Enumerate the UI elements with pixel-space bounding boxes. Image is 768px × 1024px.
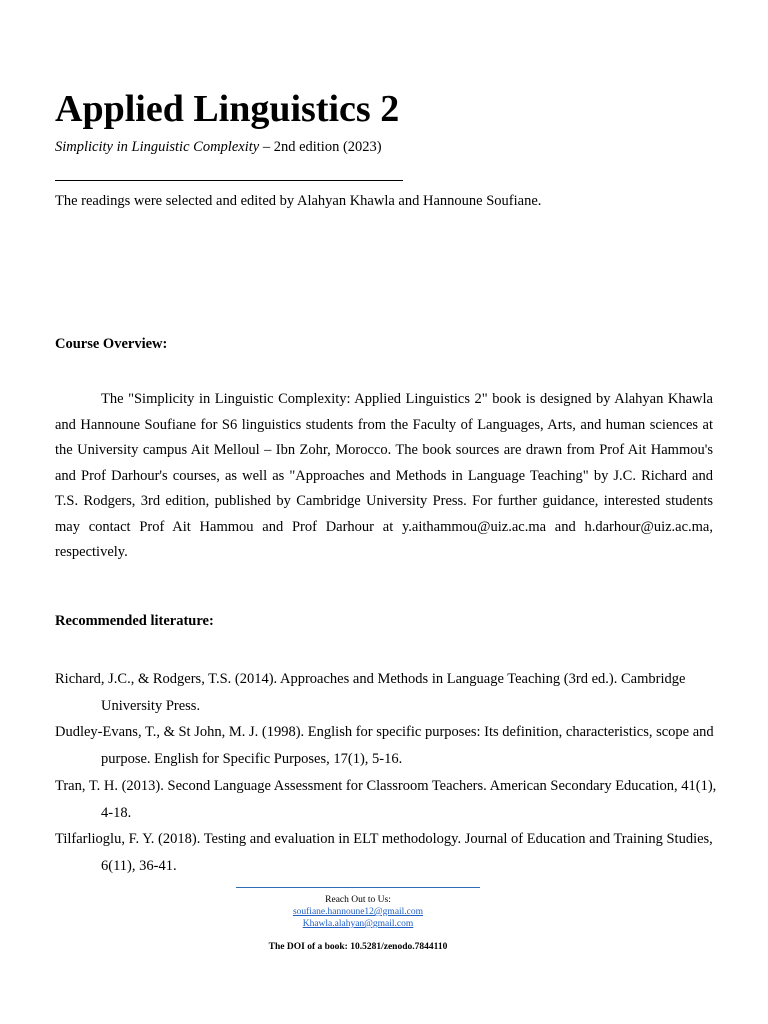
document-title: Applied Linguistics 2	[55, 88, 400, 130]
reference-item: Richard, J.C., & Rodgers, T.S. (2014). Approaches and Methods in Language Teaching (3rd ed.). Cambridge University Press.	[55, 671, 686, 714]
email-link-soufiane[interactable]: soufiane.hannoune12@gmail.com	[292, 907, 424, 917]
contact-footer	[236, 894, 480, 930]
subtitle-edition: – 2nd edition (2023)	[259, 139, 382, 155]
editors-line: The readings were selected and edited by Alahyan Khawla and Hannoune Soufiane.	[55, 193, 542, 209]
doi-line: The DOI of a book: 10.5281/zenodo.7844110	[268, 942, 448, 952]
course-overview-heading: Course Overview:	[55, 336, 168, 352]
reference-item: Dudley-Evans, T., & St John, M. J. (1998). English for specific purposes: Its definition, characteristics, scope and purpose. English for Specific Purposes, 17(1), 5-16.	[55, 724, 714, 768]
reach-out-label: Reach Out to Us:	[325, 895, 391, 905]
subtitle-italic: Simplicity in Linguistic Complexity	[55, 139, 260, 155]
recommended-literature-heading: Recommended literature:	[55, 613, 214, 629]
course-overview-text: The "Simplicity in Linguistic Complexity: Applied Linguistics 2" book is designed by Alahyan Khawla and Hannoune Soufiane for S6 linguistics students from the Faculty of Languages, Arts, and human sciences at the University campus Ait Melloul – Ibn Zohr, Morocco. The book sources are drawn from Prof Ait Hammou's and Prof Darhour's courses, as well as "Approaches and Methods in Language Teaching" by J.C. Richard and T.S. Rodgers, 3rd edition, published by Cambridge University Press. For further guidance, interested students may contact Prof Ait Hammou and Prof Darhour at y.aithammou@uiz.ac.ma and h.darhour@uiz.ac.ma, respectively.	[55, 391, 713, 560]
reference-item: Tran, T. H. (2013). Second Language Assessment for Classroom Teachers. American Secondary Education, 41(1), 4-18.	[55, 777, 717, 821]
document-subtitle	[55, 138, 382, 156]
footer-divider	[236, 887, 480, 888]
reference-list	[55, 666, 725, 880]
reference-item: Tilfarlioglu, F. Y. (2018). Testing and evaluation in ELT methodology. Journal of Education and Training Studies, 6(11), 36-41.	[55, 831, 713, 874]
email-link-khawla[interactable]: Khawla.alahyan@gmail.com	[302, 919, 414, 929]
title-divider	[55, 180, 403, 181]
